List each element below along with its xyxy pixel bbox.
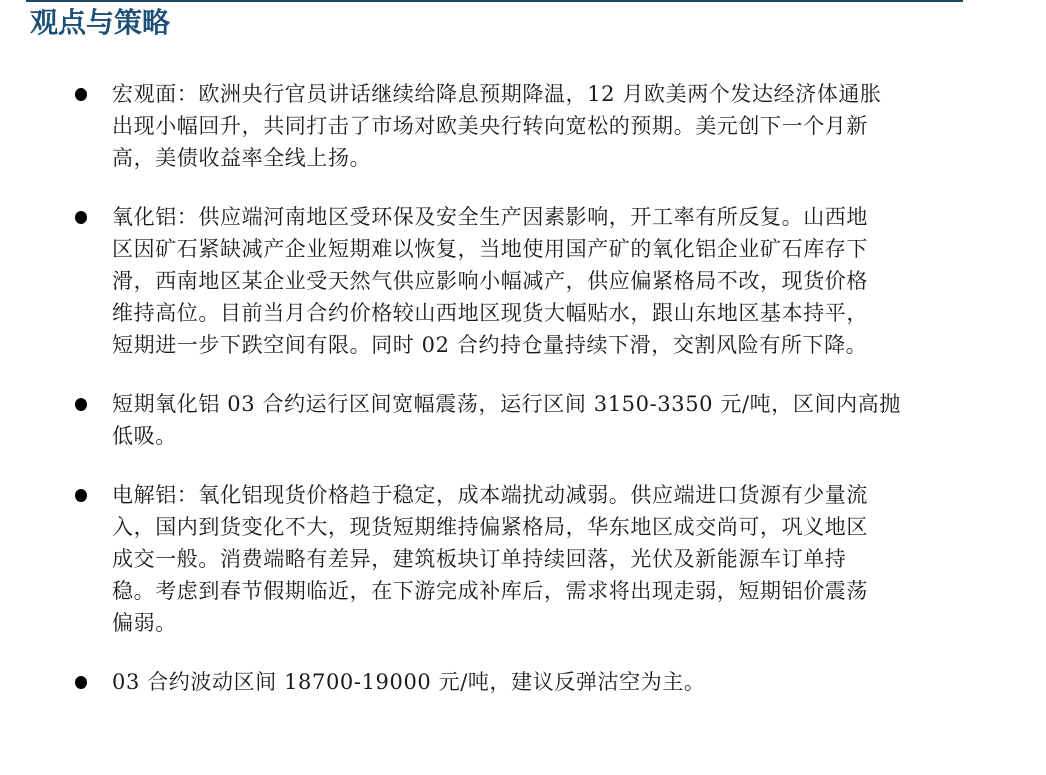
bullet-item <box>70 201 970 361</box>
paragraph-line: 高，美债收益率全线上扬。 <box>112 146 372 170</box>
bullet-icon <box>75 398 87 411</box>
bullet-icon <box>75 88 87 101</box>
bullet-icon <box>75 211 87 224</box>
header-rule <box>26 0 963 2</box>
paragraph-line: 入，国内到货变化不大，现货短期维持偏紧格局，华东地区成交尚可，巩义地区 <box>112 515 868 539</box>
bullet-item <box>70 78 970 174</box>
section-title: 观点与策略 <box>30 6 171 39</box>
paragraph-line: 短期进一步下跌空间有限。同时 02 合约持仓量持续下滑，交割风险有所下降。 <box>112 333 868 357</box>
bullet-item <box>70 666 970 698</box>
paragraph-line: 滑，西南地区某企业受天然气供应影响小幅减产，供应偏紧格局不改，现货价格 <box>112 269 868 293</box>
bullet-list <box>70 78 970 725</box>
paragraph-line: 稳。考虑到春节假期临近，在下游完成补库后，需求将出现走弱，短期铝价震荡 <box>112 579 868 603</box>
paragraph-line: 氧化铝：供应端河南地区受环保及安全生产因素影响，开工率有所反复。山西地 <box>112 205 868 229</box>
paragraph-line: 短期氧化铝 03 合约运行区间宽幅震荡，运行区间 3150-3350 元/吨，区间内高抛 <box>112 392 901 416</box>
paragraph-line: 区因矿石紧缺减产企业短期难以恢复，当地使用国产矿的氧化铝企业矿石库存下 <box>112 237 868 261</box>
paragraph-line: 低吸。 <box>112 424 177 448</box>
bullet-item <box>70 388 970 452</box>
paragraph-line: 维持高位。目前当月合约价格较山西地区现货大幅贴水，跟山东地区基本持平， <box>112 301 868 325</box>
paragraph-line: 03 合约波动区间 18700-19000 元/吨，建议反弹沽空为主。 <box>112 670 706 694</box>
paragraph-line: 偏弱。 <box>112 611 177 635</box>
paragraph-line: 电解铝：氧化铝现货价格趋于稳定，成本端扰动减弱。供应端进口货源有少量流 <box>112 483 868 507</box>
bullet-item <box>70 479 970 639</box>
paragraph-line: 出现小幅回升，共同打击了市场对欧美央行转向宽松的预期。美元创下一个月新 <box>112 114 868 138</box>
bullet-icon <box>75 676 87 689</box>
bullet-icon <box>75 489 87 502</box>
paragraph-line: 成交一般。消费端略有差异，建筑板块订单持续回落，光伏及新能源车订单持 <box>112 547 847 571</box>
paragraph-line: 宏观面：欧洲央行官员讲话继续给降息预期降温，12 月欧美两个发达经济体通胀 <box>112 82 882 106</box>
